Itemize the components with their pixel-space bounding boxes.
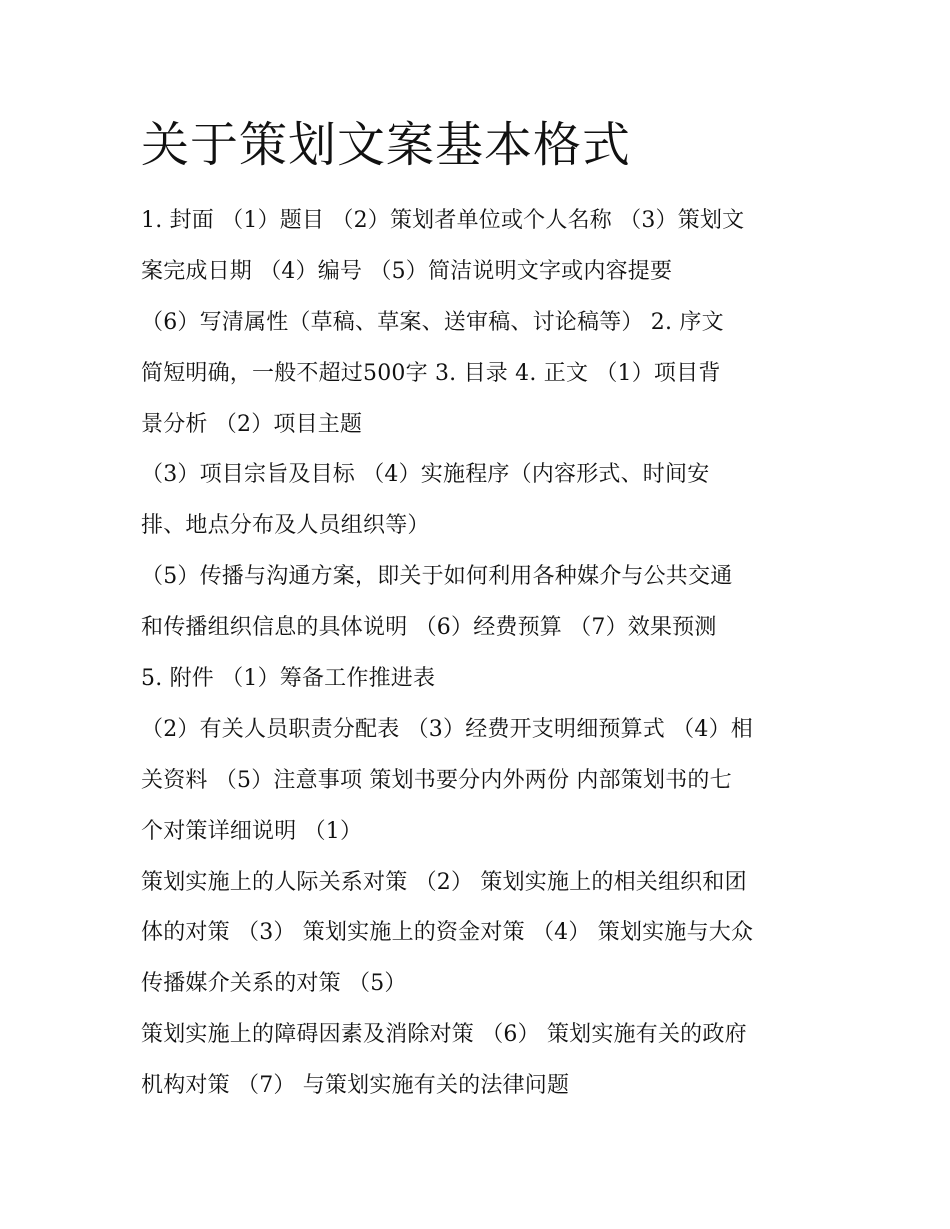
body-line-12: 关资料 （5）注意事项 策划书要分内外两份 内部策划书的七 [141, 767, 732, 793]
document-title: 关于策划文案基本格式 [141, 117, 632, 173]
body-line-2: 案完成日期 （4）编号 （5）简洁说明文字或内容提要 [141, 258, 673, 284]
body-line-9: 和传播组织信息的具体说明 （6）经费预算 （7）效果预测 [141, 615, 717, 641]
body-line-3: （6）写清属性（草稿、草案、送审稿、讨论稿等） 2. 序文 [141, 309, 724, 335]
body-line-7: 排、地点分布及人员组织等） [141, 513, 430, 539]
body-line-14: 策划实施上的人际关系对策 （2） 策划实施上的相关组织和团 [141, 869, 747, 895]
body-line-11: （2）有关人员职责分配表 （3）经费开支明细预算式 （4）相 [141, 716, 753, 742]
document-body [141, 196, 821, 1112]
body-line-1: 1. 封面 （1）题目 （2）策划者单位或个人名称 （3）策划文 [141, 208, 745, 233]
body-line-8: （5）传播与沟通方案，即关于如何利用各种媒介与公共交通 [141, 564, 733, 590]
body-line-5: 景分析 （2）项目主题 [141, 411, 363, 437]
body-line-15: 体的对策 （3） 策划实施上的资金对策 （4） 策划实施与大众 [141, 920, 754, 946]
body-line-17: 策划实施上的障碍因素及消除对策 （6） 策划实施有关的政府 [141, 1022, 747, 1048]
body-line-4: 简短明确，一般不超过500字 3. 目录 4. 正文 （1）项目背 [141, 360, 721, 386]
body-line-18: 机构对策 （7） 与策划实施有关的法律问题 [141, 1073, 570, 1099]
body-line-10: 5. 附件 （1）筹备工作推进表 [141, 666, 436, 692]
body-line-6: （3）项目宗旨及目标 （4）实施程序（内容形式、时间安 [141, 462, 710, 488]
body-line-13: 个对策详细说明 （1） [141, 818, 363, 844]
body-line-16: 传播媒介关系的对策 （5） [141, 971, 407, 997]
